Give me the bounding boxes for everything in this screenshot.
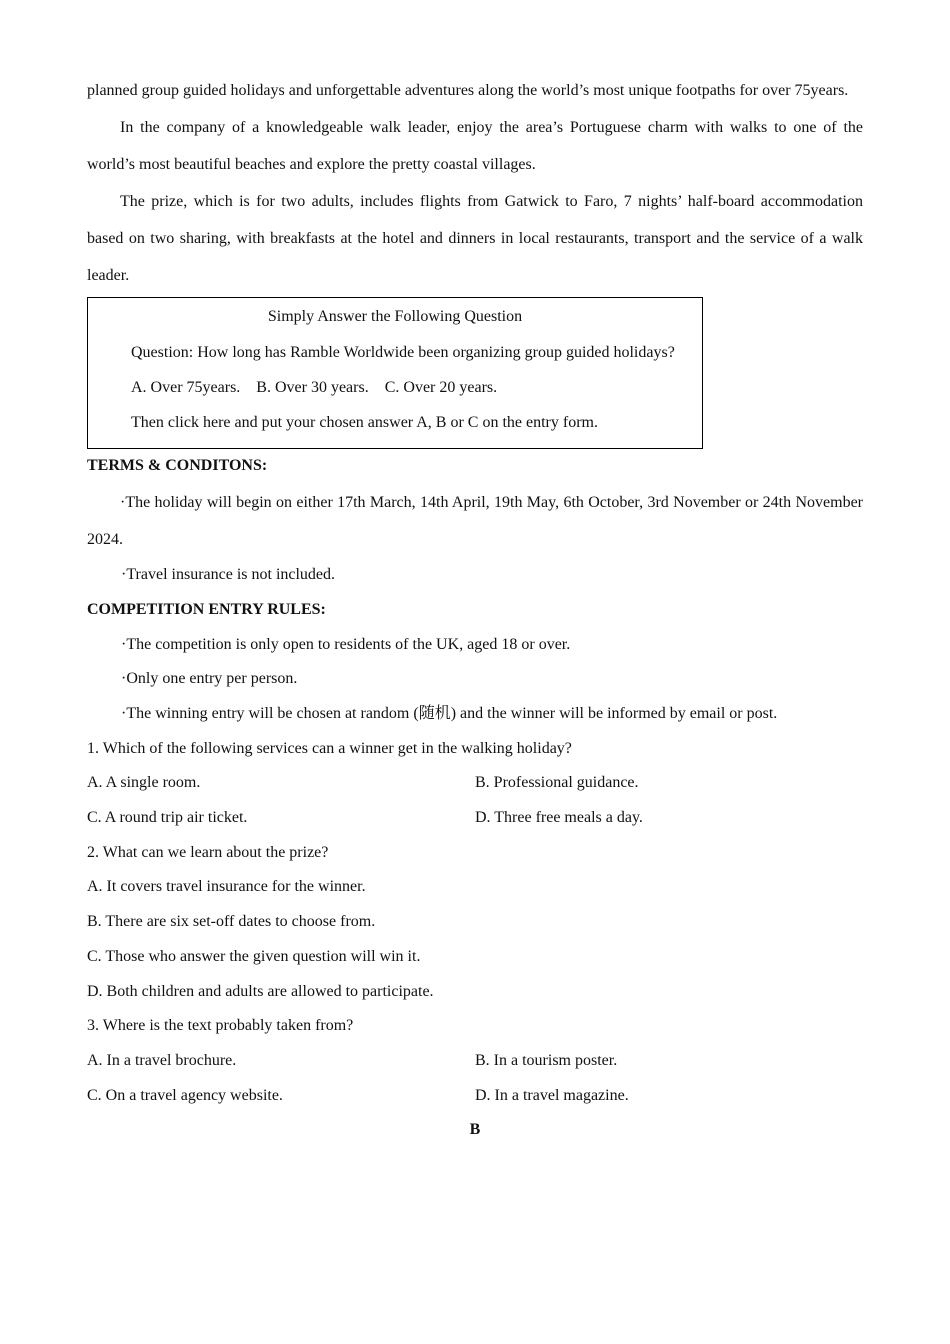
passage-paragraph-2: In the company of a knowledgeable walk leader, enjoy the area’s Portuguese charm with walks to one of the world’s most beautiful beaches and explore the pretty coastal villages. [87, 119, 863, 173]
question-1-options-row-2 [87, 801, 863, 836]
question-3-option-a: A. In a travel brochure. [87, 1051, 237, 1069]
passage-paragraph-1: planned group guided holidays and unforgettable adventures along the world’s most unique footpaths for over 75years. [87, 82, 849, 99]
question-box-instruction: Then click here and put your chosen answer A, B or C on the entry form. [131, 413, 598, 431]
question-1-option-d: D. Three free meals a day. [475, 809, 643, 827]
question-1-option-c: C. A round trip air ticket. [87, 809, 248, 827]
question-1-stem: 1. Which of the following services can a winner get in the walking holiday? [87, 739, 572, 757]
question-1-option-b: B. Professional guidance. [475, 774, 639, 792]
terms-item-1: ·The holiday will begin on either 17th March, 14th April, 19th May, 6th October, 3rd November or 24th November 2024. [87, 494, 863, 549]
question-box [87, 297, 703, 449]
question-1-option-a: A. A single room. [87, 774, 201, 792]
question-1-options-row-1 [87, 766, 863, 801]
question-3-options-row-2 [87, 1079, 863, 1114]
terms-heading: TERMS & CONDITONS: [87, 457, 268, 475]
question-3-option-d: D. In a travel magazine. [475, 1086, 629, 1104]
document-content [87, 72, 863, 1148]
passage-paragraph-3: The prize, which is for two adults, includes flights from Gatwick to Faro, 7 nights’ half-board accommodation based on two sharing, with breakfasts at the hotel and dinners in local restaurants, transport and the service of a walk leader. [87, 193, 863, 284]
rules-item-2: ·Only one entry per person. [121, 670, 298, 688]
question-2-stem: 2. What can we learn about the prize? [87, 843, 329, 861]
question-2-option-b: B. There are six set-off dates to choose from. [87, 913, 376, 931]
question-box-options: A. Over 75years. B. Over 30 years. C. Over 20 years. [131, 379, 498, 396]
rules-heading: COMPETITION ENTRY RULES: [87, 600, 326, 618]
question-3-option-b: B. In a tourism poster. [475, 1051, 618, 1069]
question-3-stem: 3. Where is the text probably taken from? [87, 1017, 354, 1035]
question-3-option-c: C. On a travel agency website. [87, 1086, 283, 1104]
question-box-question: Question: How long has Ramble Worldwide been organizing group guided holidays? [131, 344, 675, 361]
terms-item-2: ·Travel insurance is not included. [121, 566, 336, 584]
question-2-option-a: A. It covers travel insurance for the winner. [87, 878, 366, 896]
question-2-option-d: D. Both children and adults are allowed to participate. [87, 982, 434, 1000]
section-label: B [469, 1121, 481, 1139]
rules-item-1: ·The competition is only open to residents of the UK, aged 18 or over. [121, 635, 571, 653]
question-3-options-row-1 [87, 1044, 863, 1079]
rules-item-3: ·The winning entry will be chosen at random (随机) and the winner will be informed by email or post. [121, 704, 778, 722]
question-2-option-c: C. Those who answer the given question will win it. [87, 947, 421, 965]
question-box-title: Simply Answer the Following Question [267, 308, 523, 325]
